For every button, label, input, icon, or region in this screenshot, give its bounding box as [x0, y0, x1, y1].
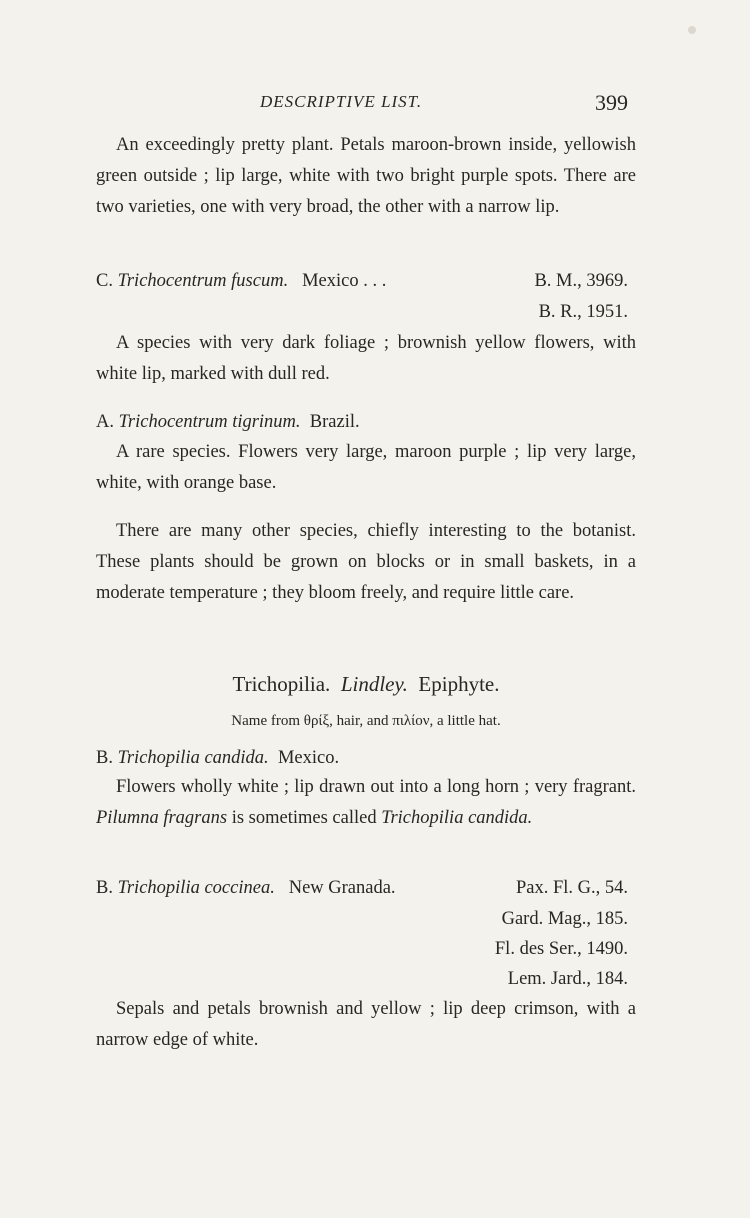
paragraph-text: A rare species. Flowers very large, maroon purple ; lip very large, white, with orange base.	[96, 442, 636, 493]
entry-line	[96, 743, 636, 774]
locality: Mexico.	[277, 748, 340, 768]
entry-trichocentrum-fuscum	[96, 266, 636, 327]
entry-prefix: C.	[96, 271, 113, 291]
entry-prefix: B.	[96, 878, 113, 898]
reference: Lem. Jard., 184.	[507, 969, 628, 989]
paragraph-text: A species with very dark foliage ; brownish yellow flowers, with white lip, marked with dull red.	[96, 333, 636, 384]
entry-trichopilia-candida	[96, 743, 636, 774]
paper-spot	[688, 26, 696, 34]
paragraph-other-species	[96, 516, 636, 609]
entry-line	[96, 407, 636, 438]
paragraph-text: An exceedingly pretty plant. Petals maroon-brown inside, yellowish green outside ; lip large, white with two bright purple spots. There are two varieties, one with very broad, the other with a narrow lip.	[96, 135, 636, 217]
species-name: Trichopilia candida.	[117, 748, 269, 768]
reference-list	[96, 297, 636, 327]
locality: Mexico . . .	[302, 271, 387, 291]
reference: B. R., 1951.	[538, 302, 628, 322]
page-header	[96, 92, 636, 122]
page-number: 399	[595, 90, 628, 115]
paragraph-tigrinum	[96, 437, 636, 499]
paragraph-coccinea	[96, 994, 636, 1056]
reference-list	[96, 904, 636, 994]
genus-author: Lindley.	[340, 672, 408, 696]
paragraph-text: Sepals and petals brownish and yellow ; lip deep crimson, with a narrow edge of white.	[96, 999, 636, 1050]
genus-name: Trichopilia.	[232, 672, 331, 696]
entry-prefix: B.	[96, 748, 113, 768]
locality: Brazil.	[309, 412, 360, 432]
entry-prefix: A.	[96, 412, 114, 432]
etymology: Name from θρίξ, hair, and πιλίον, a little hat.	[231, 713, 501, 729]
paragraph-text: There are many other species, chiefly interesting to the botanist. These plants should be grown on blocks or in small baskets, in a moderate temperature ; they bloom freely, and require little care.	[96, 521, 636, 603]
text-run: Flowers wholly white ; lip drawn out into a long horn ; very fragrant.	[116, 777, 636, 797]
reference: Pax. Fl. G., 54.	[515, 878, 628, 898]
running-head: DESCRIPTIVE LIST.	[260, 92, 423, 111]
synonym-name: Pilumna fragrans	[96, 808, 228, 828]
locality: New Granada.	[288, 878, 396, 898]
paragraph-intro	[96, 130, 636, 223]
paragraph-text	[96, 772, 636, 834]
genus-heading	[96, 672, 636, 697]
species-name: Trichopilia coccinea.	[117, 878, 275, 898]
entry-line	[96, 873, 636, 904]
paragraph-fuscum	[96, 328, 636, 390]
paragraph-candida	[96, 772, 636, 834]
entry-trichopilia-coccinea	[96, 873, 636, 994]
entry-trichocentrum-tigrinum	[96, 407, 636, 438]
species-name: Trichocentrum fuscum.	[117, 271, 289, 291]
species-name: Trichocentrum tigrinum.	[118, 412, 301, 432]
entry-line	[96, 266, 636, 297]
reference: Gard. Mag., 185.	[501, 909, 628, 929]
reference: B. M., 3969.	[534, 271, 628, 291]
species-name: Trichopilia candida.	[381, 808, 533, 828]
genus-habit: Epiphyte.	[418, 672, 500, 696]
text-run: is sometimes called	[231, 808, 377, 828]
reference: Fl. des Ser., 1490.	[494, 939, 628, 959]
